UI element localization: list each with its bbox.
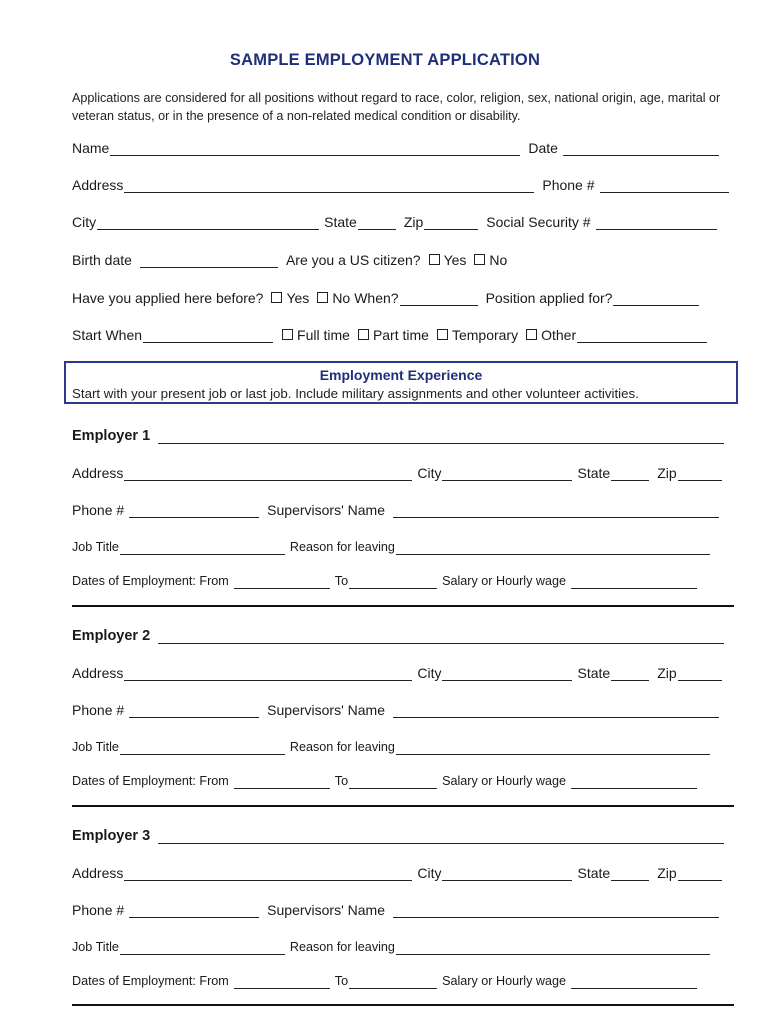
citizen-yes-checkbox[interactable] bbox=[429, 254, 440, 265]
applied-no-checkbox[interactable] bbox=[317, 292, 328, 303]
employer-2-city-label: City bbox=[417, 665, 442, 681]
employer-1-phone-label: Phone # bbox=[72, 502, 125, 518]
employer-3-supervisor-field[interactable] bbox=[393, 903, 719, 918]
employer-1-zip-field[interactable] bbox=[678, 466, 722, 481]
employer-2-dates-label: Dates of Employment: From bbox=[72, 774, 229, 788]
name-label: Name bbox=[72, 140, 110, 156]
employer-2-address-label: Address bbox=[72, 665, 124, 681]
employer-2-address-field[interactable] bbox=[124, 666, 412, 681]
address-field[interactable] bbox=[124, 178, 534, 193]
full-time-checkbox[interactable] bbox=[282, 329, 293, 340]
phone-label: Phone # bbox=[542, 177, 595, 193]
employer-3-salary-field[interactable] bbox=[571, 974, 697, 989]
applied-yes-label: Yes bbox=[286, 290, 310, 306]
start-row bbox=[72, 323, 708, 343]
employer-3-state-field[interactable] bbox=[611, 866, 649, 881]
employer-1-supervisor-label: Supervisors' Name bbox=[267, 502, 385, 518]
applied-row bbox=[72, 286, 700, 306]
state-field[interactable] bbox=[358, 215, 396, 230]
employer-2-name-field[interactable] bbox=[158, 629, 724, 644]
employer-2-to-field[interactable] bbox=[349, 774, 437, 789]
applied-yes-checkbox[interactable] bbox=[271, 292, 282, 303]
applied-no-label: No bbox=[332, 290, 351, 306]
ssn-label: Social Security # bbox=[486, 214, 591, 230]
employer-1-salary-label: Salary or Hourly wage bbox=[442, 574, 566, 588]
employer-3-phone-label: Phone # bbox=[72, 902, 125, 918]
intro-text: Applications are considered for all positions without regard to race, color, religion, sex, national origin, age, marital or veteran status, or in the presence of a non-related medical condition or disability. bbox=[72, 91, 721, 123]
employer-2-city-field[interactable] bbox=[442, 666, 572, 681]
employer-3-city-label: City bbox=[417, 865, 442, 881]
employer-3-phone-field[interactable] bbox=[129, 903, 259, 918]
employer-1-phone-row bbox=[72, 498, 720, 518]
citizen-yes-label: Yes bbox=[443, 252, 467, 268]
employer-2-reason-field[interactable] bbox=[396, 740, 710, 755]
city-field[interactable] bbox=[97, 215, 319, 230]
employer-2-salary-field[interactable] bbox=[571, 774, 697, 789]
employer-1-dates-label: Dates of Employment: From bbox=[72, 574, 229, 588]
start-when-label: Start When bbox=[72, 327, 143, 343]
other-field[interactable] bbox=[577, 328, 707, 343]
other-checkbox[interactable] bbox=[526, 329, 537, 340]
city-label: City bbox=[72, 214, 97, 230]
zip-label: Zip bbox=[403, 214, 424, 230]
date-label: Date bbox=[528, 140, 558, 156]
employer-2-from-field[interactable] bbox=[234, 774, 330, 789]
employer-1-address-row bbox=[72, 461, 723, 481]
employer-2-dates-row bbox=[72, 769, 698, 789]
employer-3-job-row bbox=[72, 935, 711, 955]
employer-2-job-title-field[interactable] bbox=[120, 740, 285, 755]
employer-1-address-field[interactable] bbox=[124, 466, 412, 481]
when-field[interactable] bbox=[400, 291, 478, 306]
name-field[interactable] bbox=[110, 141, 520, 156]
employer-1-from-field[interactable] bbox=[234, 574, 330, 589]
employer-1-job-row bbox=[72, 535, 711, 555]
employer-2-divider bbox=[72, 805, 734, 807]
ssn-field[interactable] bbox=[596, 215, 717, 230]
birth-date-field[interactable] bbox=[140, 253, 278, 268]
employer-2-zip-field[interactable] bbox=[678, 666, 722, 681]
employer-2-supervisor-label: Supervisors' Name bbox=[267, 702, 385, 718]
citizen-label: Are you a US citizen? bbox=[285, 252, 421, 268]
employer-3-dates-label: Dates of Employment: From bbox=[72, 974, 229, 988]
employer-3-job-title-label: Job Title bbox=[72, 940, 119, 954]
citizen-no-label: No bbox=[489, 252, 508, 268]
other-label: Other bbox=[541, 327, 577, 343]
employer-2-job-title-label: Job Title bbox=[72, 740, 119, 754]
birth-date-label: Birth date bbox=[72, 252, 132, 268]
employer-1-dates-row bbox=[72, 569, 698, 589]
applied-before-label: Have you applied here before? bbox=[72, 290, 264, 306]
date-field[interactable] bbox=[563, 141, 719, 156]
part-time-label: Part time bbox=[372, 327, 429, 343]
employer-3-label: Employer 3 bbox=[72, 828, 151, 844]
employer-2-to-label: To bbox=[334, 774, 349, 788]
employer-2-phone-label: Phone # bbox=[72, 702, 125, 718]
part-time-checkbox[interactable] bbox=[358, 329, 369, 340]
employer-2-phone-row bbox=[72, 698, 720, 718]
employer-1-row bbox=[72, 424, 725, 444]
employer-3-zip-label: Zip bbox=[657, 865, 677, 881]
zip-field[interactable] bbox=[424, 215, 478, 230]
phone-field[interactable] bbox=[600, 178, 729, 193]
employer-1-zip-label: Zip bbox=[657, 465, 677, 481]
employer-2-zip-label: Zip bbox=[657, 665, 677, 681]
employer-1-label: Employer 1 bbox=[72, 428, 151, 444]
employer-3-reason-label: Reason for leaving bbox=[289, 940, 395, 954]
temporary-label: Temporary bbox=[451, 327, 519, 343]
employer-2-label: Employer 2 bbox=[72, 628, 151, 644]
employer-1-city-label: City bbox=[417, 465, 442, 481]
employer-2-state-field[interactable] bbox=[611, 666, 649, 681]
employer-1-state-field[interactable] bbox=[611, 466, 649, 481]
address-label: Address bbox=[72, 177, 124, 193]
city-row bbox=[72, 210, 718, 230]
employer-3-to-label: To bbox=[334, 974, 349, 988]
when-label: When? bbox=[354, 290, 399, 306]
employer-1-job-title-field[interactable] bbox=[120, 540, 285, 555]
employer-3-salary-label: Salary or Hourly wage bbox=[442, 974, 566, 988]
employer-2-supervisor-field[interactable] bbox=[393, 703, 719, 718]
full-time-label: Full time bbox=[297, 327, 350, 343]
employer-3-divider bbox=[72, 1004, 734, 1006]
start-when-field[interactable] bbox=[143, 328, 273, 343]
experience-title: Employment Experience bbox=[319, 367, 483, 383]
employer-3-supervisor-label: Supervisors' Name bbox=[267, 902, 385, 918]
employer-3-row bbox=[72, 824, 725, 844]
state-label: State bbox=[324, 214, 357, 230]
employer-3-reason-field[interactable] bbox=[396, 940, 710, 955]
employer-2-reason-label: Reason for leaving bbox=[289, 740, 395, 754]
employer-3-phone-row bbox=[72, 898, 720, 918]
employer-3-city-field[interactable] bbox=[442, 866, 572, 881]
employer-3-to-field[interactable] bbox=[349, 974, 437, 989]
employer-3-job-title-field[interactable] bbox=[120, 940, 285, 955]
employer-3-address-row bbox=[72, 861, 723, 881]
temporary-checkbox[interactable] bbox=[437, 329, 448, 340]
employer-1-address-label: Address bbox=[72, 465, 124, 481]
employer-1-to-label: To bbox=[334, 574, 349, 588]
employer-1-supervisor-field[interactable] bbox=[393, 503, 719, 518]
employer-1-salary-field[interactable] bbox=[571, 574, 697, 589]
employer-3-dates-row bbox=[72, 969, 698, 989]
employer-2-state-label: State bbox=[577, 665, 611, 681]
position-label: Position applied for? bbox=[485, 290, 613, 306]
employer-1-phone-field[interactable] bbox=[129, 503, 259, 518]
position-field[interactable] bbox=[613, 291, 699, 306]
employer-1-city-field[interactable] bbox=[442, 466, 572, 481]
employer-1-state-label: State bbox=[577, 465, 611, 481]
employer-1-reason-field[interactable] bbox=[396, 540, 710, 555]
name-row bbox=[72, 136, 720, 156]
employer-2-phone-field[interactable] bbox=[129, 703, 259, 718]
employer-3-address-field[interactable] bbox=[124, 866, 412, 881]
experience-subtitle: Start with your present job or last job. Include military assignments and other volunteer activities. bbox=[72, 386, 639, 401]
employer-2-address-row bbox=[72, 661, 723, 681]
employer-1-job-title-label: Job Title bbox=[72, 540, 119, 554]
employer-3-name-field[interactable] bbox=[158, 829, 724, 844]
employer-2-row bbox=[72, 624, 725, 644]
citizen-no-checkbox[interactable] bbox=[474, 254, 485, 265]
address-row bbox=[72, 173, 730, 193]
employer-3-state-label: State bbox=[577, 865, 611, 881]
employer-3-from-field[interactable] bbox=[234, 974, 330, 989]
employer-1-reason-label: Reason for leaving bbox=[289, 540, 395, 554]
employer-1-divider bbox=[72, 605, 734, 607]
employer-2-job-row bbox=[72, 735, 711, 755]
employer-1-to-field[interactable] bbox=[349, 574, 437, 589]
employer-1-name-field[interactable] bbox=[158, 429, 724, 444]
page-title: SAMPLE EMPLOYMENT APPLICATION bbox=[229, 51, 541, 69]
birth-row bbox=[72, 248, 507, 268]
employer-3-zip-field[interactable] bbox=[678, 866, 722, 881]
employer-3-address-label: Address bbox=[72, 865, 124, 881]
employer-2-salary-label: Salary or Hourly wage bbox=[442, 774, 566, 788]
